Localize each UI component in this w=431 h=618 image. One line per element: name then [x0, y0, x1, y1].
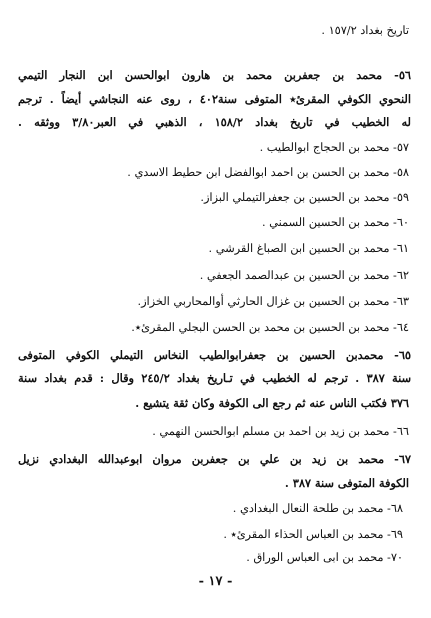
entry-58: ٥٨- محمد بن الحسن بن احمد ابوالفضل ابن حطيط الاسدي . [127, 166, 409, 179]
page-number: - ١٧ - [198, 574, 233, 589]
entry-56-line-1: ٥٦- محمد بن جعفربن محمد بن هارون ابوالحسن ابن النجار التيمي [18, 68, 411, 82]
entry-70: ٧٠- محمد بن ابى العباس الوراق . [246, 551, 403, 564]
entry-56-line-2: النحوي الكوفي المقرئ٭ المتوفى سنة٤٠٢ ، روى عنه النجاشي أيضاً . ترجم [18, 92, 411, 106]
entry-67-line-2: الكوفة المتوفى سنة ٣٨٧ . [284, 476, 409, 490]
entry-59: ٥٩- محمد بن الحسين بن جعفرالتيملي البزاز. [200, 191, 409, 204]
entry-69: ٦٩- محمد بن العباس الحذاء المقرئ٭ . [223, 528, 403, 541]
entry-62: ٦٢- محمد بن الحسين بن عبدالصمد الجعفي . [199, 269, 409, 282]
entry-65-line-2: سنة ٣٨٧ . ترجم له الخطيب في تـاريخ بغداد ٢٤٥/٢ وقال : قدم بغداد سنة [18, 371, 411, 385]
entry-60: ٦٠- محمد بن الحسين السمني . [261, 216, 409, 229]
entry-66: ٦٦- محمد بن زيد بن احمد بن مسلم ابوالحسن النهمي . [152, 425, 409, 438]
entry-67-line-1: ٦٧- محمد بن زيد بن علي بن جعفربن مروان ابوعبدالله البغدادي نزيل [18, 452, 411, 466]
entry-61: ٦١- محمد بن الحسين ابن الصباغ القرشي . [208, 242, 409, 255]
entry-57: ٥٧- محمد بن الحجاج ابوالطيب . [259, 141, 409, 154]
entry-56-line-3: له الخطيب في تاريخ بغداد ١٥٨/٢ ، الذهبي في العبر٣/٨٠ ووثقه . [18, 115, 411, 129]
entry-65-line-3: ٣٧٦ فكتب الناس عنه ثم رجع الى الكوفة وكان ثقة يتشيع . [135, 396, 409, 410]
entry-64: ٦٤- محمد بن الحسين بن محمد بن الحسن البجلي المقرئ٭. [131, 321, 409, 334]
text-line-1: تاريخ بغداد ١٥٧/٢ . [321, 24, 409, 37]
entry-68: ٦٨- محمد بن طلحة النعال البغدادي . [232, 502, 403, 515]
entry-65-line-1: ٦٥- محمدبن الحسين بن جعفرابوالطيب النخاس التيملي الكوفي المتوفى [18, 348, 411, 362]
entry-63: ٦٣- محمد بن الحسين بن غزال الحارثي أوالمحاربي الخزاز. [137, 295, 409, 308]
